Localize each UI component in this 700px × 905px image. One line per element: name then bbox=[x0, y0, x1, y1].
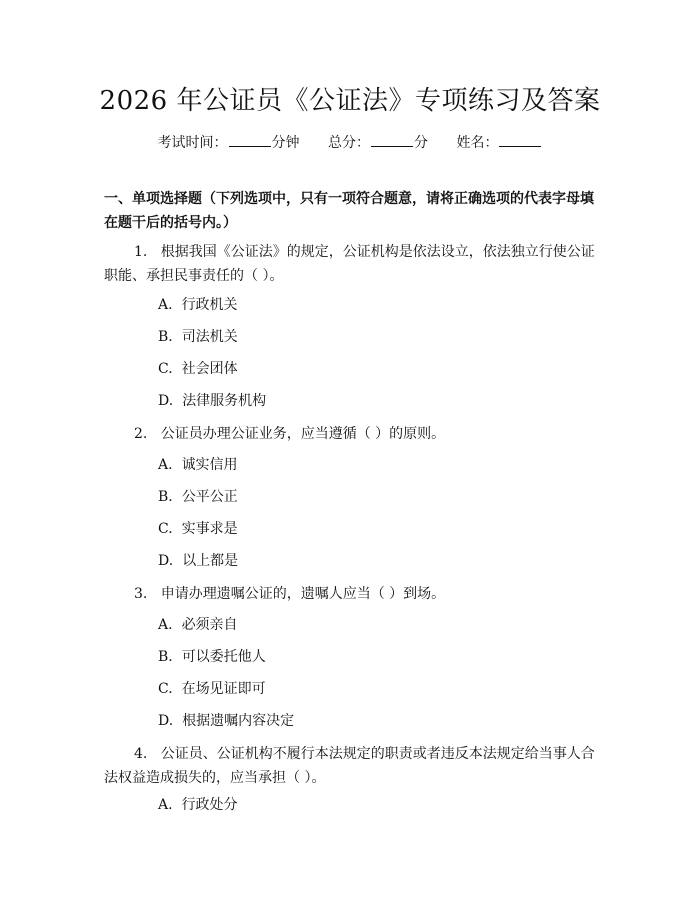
option-1d bbox=[158, 391, 266, 411]
question-text: 公证员、公证机构不履行本法规定的职责或者违反本法规定给当事人合法权益造成损失的，应当承担（ ）。 bbox=[104, 746, 595, 786]
question-text: 公证员办理公证业务，应当遵循（ ）的原则。 bbox=[160, 426, 446, 442]
option-letter: C. bbox=[158, 681, 173, 697]
option-text: 实事求是 bbox=[181, 521, 238, 537]
option-letter: B. bbox=[158, 649, 173, 665]
option-text: 根据遗嘱内容决定 bbox=[182, 713, 295, 729]
option-text: 行政处分 bbox=[181, 797, 238, 813]
document-title: 2026 年公证员《公证法》专项练习及答案 bbox=[99, 86, 601, 116]
option-letter: B. bbox=[158, 489, 173, 505]
option-letter: D. bbox=[158, 393, 174, 409]
option-text: 必须亲自 bbox=[181, 617, 238, 633]
option-1b bbox=[158, 327, 238, 347]
exam-time-blank bbox=[229, 134, 271, 147]
exam-info-line bbox=[0, 132, 700, 152]
option-text: 公平公正 bbox=[181, 489, 238, 505]
total-score-label: 总分： bbox=[328, 135, 370, 151]
option-2d bbox=[158, 551, 238, 571]
option-letter: D. bbox=[158, 553, 174, 569]
question-text: 申请办理遗嘱公证的，遗嘱人应当（ ）到场。 bbox=[160, 586, 446, 602]
option-letter: A. bbox=[158, 797, 173, 813]
option-letter: A. bbox=[158, 457, 173, 473]
option-text: 在场见证即可 bbox=[181, 681, 266, 697]
question-number: 3. bbox=[134, 586, 148, 602]
option-3d bbox=[158, 711, 294, 731]
question-number: 4. bbox=[134, 746, 148, 762]
option-text: 法律服务机构 bbox=[182, 393, 267, 409]
option-letter: C. bbox=[158, 521, 173, 537]
option-text: 社会团体 bbox=[181, 361, 238, 377]
option-2b bbox=[158, 487, 238, 507]
total-score-unit: 分 bbox=[414, 135, 428, 151]
exam-time-label: 考试时间： bbox=[157, 135, 228, 151]
exam-time-field bbox=[158, 135, 300, 151]
option-letter: B. bbox=[158, 329, 173, 345]
question-1 bbox=[104, 240, 604, 288]
total-score-field bbox=[328, 135, 428, 151]
question-2 bbox=[104, 422, 604, 446]
total-score-blank bbox=[371, 134, 413, 147]
option-2a bbox=[158, 455, 238, 475]
option-letter: C. bbox=[158, 361, 173, 377]
section-heading: 一、单项选择题（下列选项中，只有一项符合题意，请将正确选项的代表字母填在题干后的括号内。） bbox=[104, 191, 594, 231]
option-1a bbox=[158, 295, 238, 315]
option-2c bbox=[158, 519, 238, 539]
question-text: 根据我国《公证法》的规定，公证机构是依法设立，依法独立行使公证职能、承担民事责任的（ ）。 bbox=[104, 244, 595, 284]
name-blank bbox=[499, 134, 541, 147]
option-letter: A. bbox=[158, 617, 173, 633]
exam-time-unit: 分钟 bbox=[271, 135, 300, 151]
question-4 bbox=[104, 742, 604, 790]
question-3 bbox=[104, 582, 604, 606]
option-3a bbox=[158, 615, 238, 635]
option-letter: D. bbox=[158, 713, 174, 729]
option-text: 行政机关 bbox=[181, 297, 238, 313]
option-letter: A. bbox=[158, 297, 173, 313]
option-4a bbox=[158, 795, 238, 815]
name-field bbox=[456, 135, 542, 151]
option-text: 司法机关 bbox=[181, 329, 238, 345]
option-3c bbox=[158, 679, 266, 699]
option-1c bbox=[158, 359, 238, 379]
question-number: 2. bbox=[134, 426, 148, 442]
name-label: 姓名： bbox=[456, 135, 499, 151]
option-text: 诚实信用 bbox=[181, 457, 238, 473]
option-3b bbox=[158, 647, 266, 667]
option-text: 可以委托他人 bbox=[181, 649, 266, 665]
question-number: 1. bbox=[134, 244, 148, 260]
option-text: 以上都是 bbox=[182, 553, 239, 569]
